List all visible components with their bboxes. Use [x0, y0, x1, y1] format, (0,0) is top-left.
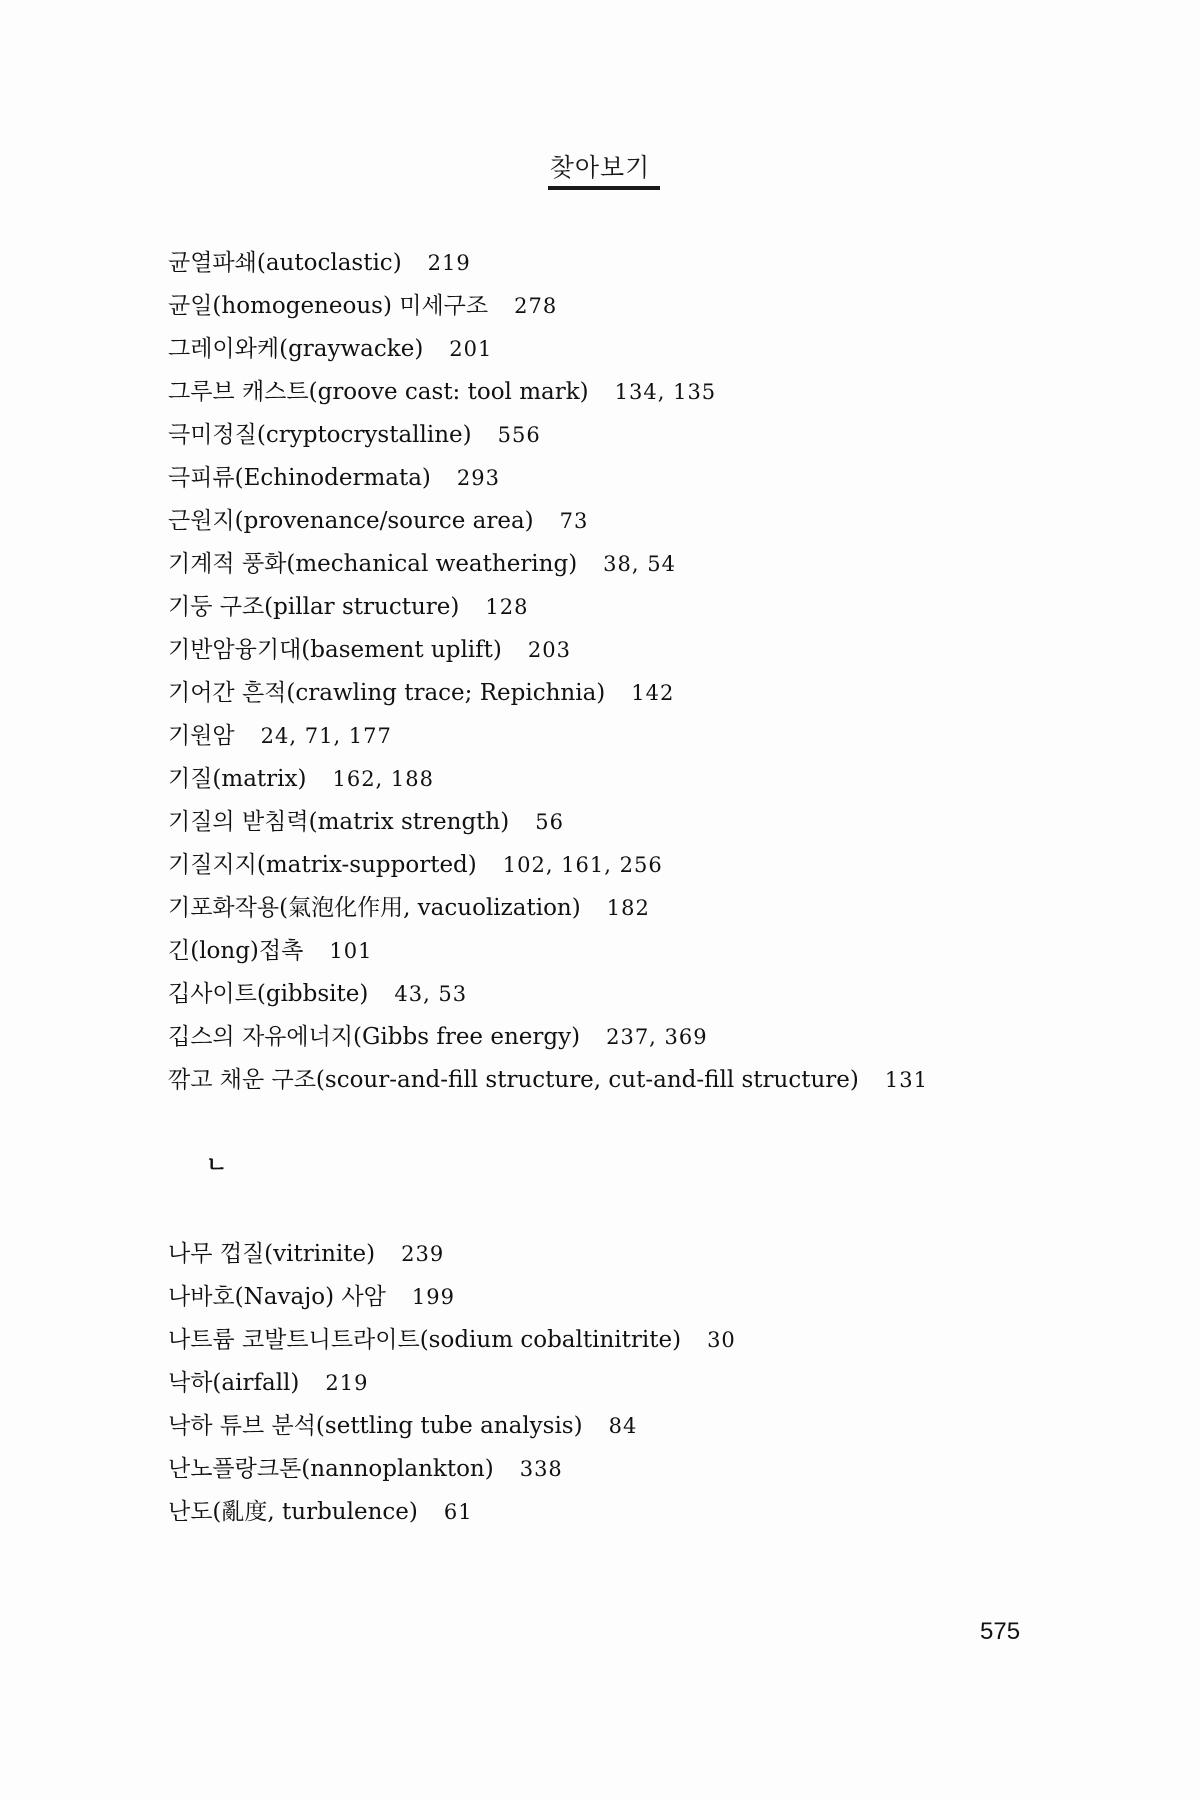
index-term: 기질(matrix) [168, 766, 307, 792]
index-page-numbers: 203 [527, 638, 571, 662]
index-term: 낙하 튜브 분석(settling tube analysis) [168, 1413, 583, 1439]
index-page-numbers: 162, 188 [332, 767, 434, 791]
index-entry [168, 973, 1068, 1016]
index-page-numbers: 84 [608, 1414, 638, 1438]
index-page-numbers: 134, 135 [614, 380, 717, 404]
section-heading-nieun: ㄴ [206, 1153, 228, 1178]
index-entry [168, 285, 1068, 328]
index-entry [168, 758, 1068, 801]
index-term: 기포화작용(氣泡化作用, vacuolization) [168, 895, 581, 921]
index-page-numbers: 128 [485, 595, 529, 619]
index-entry [168, 1016, 1068, 1059]
index-page-numbers: 56 [535, 810, 564, 834]
index-page-numbers: 43, 53 [394, 982, 468, 1006]
index-term: 나바호(Navajo) 사암 [168, 1284, 386, 1310]
index-term: 긴(long)접촉 [168, 938, 304, 964]
index-term: 기질의 받침력(matrix strength) [168, 809, 510, 835]
index-page-numbers: 30 [707, 1328, 736, 1352]
index-term: 극피류(Echinodermata) [168, 465, 431, 491]
index-entry [168, 1319, 1068, 1362]
index-page-numbers: 201 [449, 337, 493, 361]
index-term: 기계적 풍화(mechanical weathering) [168, 551, 578, 577]
index-entry [168, 715, 1068, 758]
index-term: 나트륨 코발트니트라이트(sodium cobaltinitrite) [168, 1327, 682, 1353]
index-page-numbers: 101 [329, 939, 373, 963]
index-page-numbers: 73 [559, 509, 589, 533]
index-term: 기원암 [168, 723, 235, 749]
index-page-numbers: 61 [443, 1500, 473, 1524]
index-entry [168, 328, 1068, 371]
index-entry [168, 672, 1068, 715]
index-page-numbers: 239 [401, 1242, 445, 1266]
index-group-n [168, 1233, 1068, 1534]
index-term: 기어간 흔적(crawling trace; Repichnia) [168, 680, 606, 706]
index-entry [168, 1491, 1068, 1534]
index-term: 그레이와케(graywacke) [168, 336, 424, 362]
index-page-numbers: 199 [411, 1285, 455, 1309]
title-underline [548, 186, 660, 190]
index-entry [168, 930, 1068, 973]
index-entry [168, 1059, 1068, 1102]
index-page-numbers: 293 [456, 466, 501, 490]
index-page-numbers: 142 [631, 681, 675, 705]
index-page-numbers: 219 [427, 251, 471, 275]
index-term: 나무 껍질(vitrinite) [168, 1241, 376, 1267]
index-term: 깎고 채운 구조(scour-and-fill structure, cut-and-fill structure) [168, 1067, 859, 1093]
index-term: 낙하(airfall) [168, 1370, 300, 1396]
index-term: 난도(亂度, turbulence) [168, 1499, 418, 1525]
index-term: 기반암융기대(basement uplift) [168, 637, 502, 663]
index-term: 난노플랑크톤(nannoplankton) [168, 1456, 494, 1482]
index-page-numbers: 38, 54 [603, 552, 676, 576]
index-entry [168, 242, 1068, 285]
index-term: 기둥 구조(pillar structure) [168, 594, 460, 620]
index-entry [168, 371, 1068, 414]
index-page-numbers: 24, 71, 177 [260, 724, 392, 748]
index-term: 깁스의 자유에너지(Gibbs free energy) [168, 1024, 581, 1050]
index-term: 기질지지(matrix-supported) [168, 852, 477, 878]
index-entry [168, 1405, 1068, 1448]
page-title: 찾아보기 [549, 153, 651, 182]
index-entry [168, 586, 1068, 629]
index-entry [168, 457, 1068, 500]
index-term: 극미정질(cryptocrystalline) [168, 422, 472, 448]
index-page-numbers: 237, 369 [606, 1025, 708, 1049]
index-page-numbers: 278 [514, 294, 558, 318]
index-page-numbers: 338 [519, 1457, 563, 1481]
index-entry [168, 1362, 1068, 1405]
index-page-numbers: 182 [606, 896, 650, 920]
page-number: 575 [980, 1618, 1021, 1645]
index-entry [168, 887, 1068, 930]
index-term: 균열파쇄(autoclastic) [168, 250, 402, 276]
index-entry [168, 801, 1068, 844]
index-page-numbers: 131 [884, 1068, 928, 1092]
index-entry [168, 414, 1068, 457]
index-entry [168, 543, 1068, 586]
index-group-g [168, 242, 1068, 1102]
index-entry [168, 1448, 1068, 1491]
index-entry [168, 629, 1068, 672]
index-page-numbers: 219 [325, 1371, 369, 1395]
index-term: 깁사이트(gibbsite) [168, 981, 369, 1007]
index-term: 근원지(provenance/source area) [168, 508, 534, 534]
index-entry [168, 1233, 1068, 1276]
index-page-numbers: 102, 161, 256 [502, 853, 663, 877]
index-term: 균일(homogeneous) 미세구조 [168, 293, 489, 319]
index-page-numbers: 556 [497, 423, 541, 447]
index-term: 그루브 캐스트(groove cast: tool mark) [168, 379, 589, 405]
index-entry [168, 1276, 1068, 1319]
index-entry [168, 500, 1068, 543]
index-entry [168, 844, 1068, 887]
